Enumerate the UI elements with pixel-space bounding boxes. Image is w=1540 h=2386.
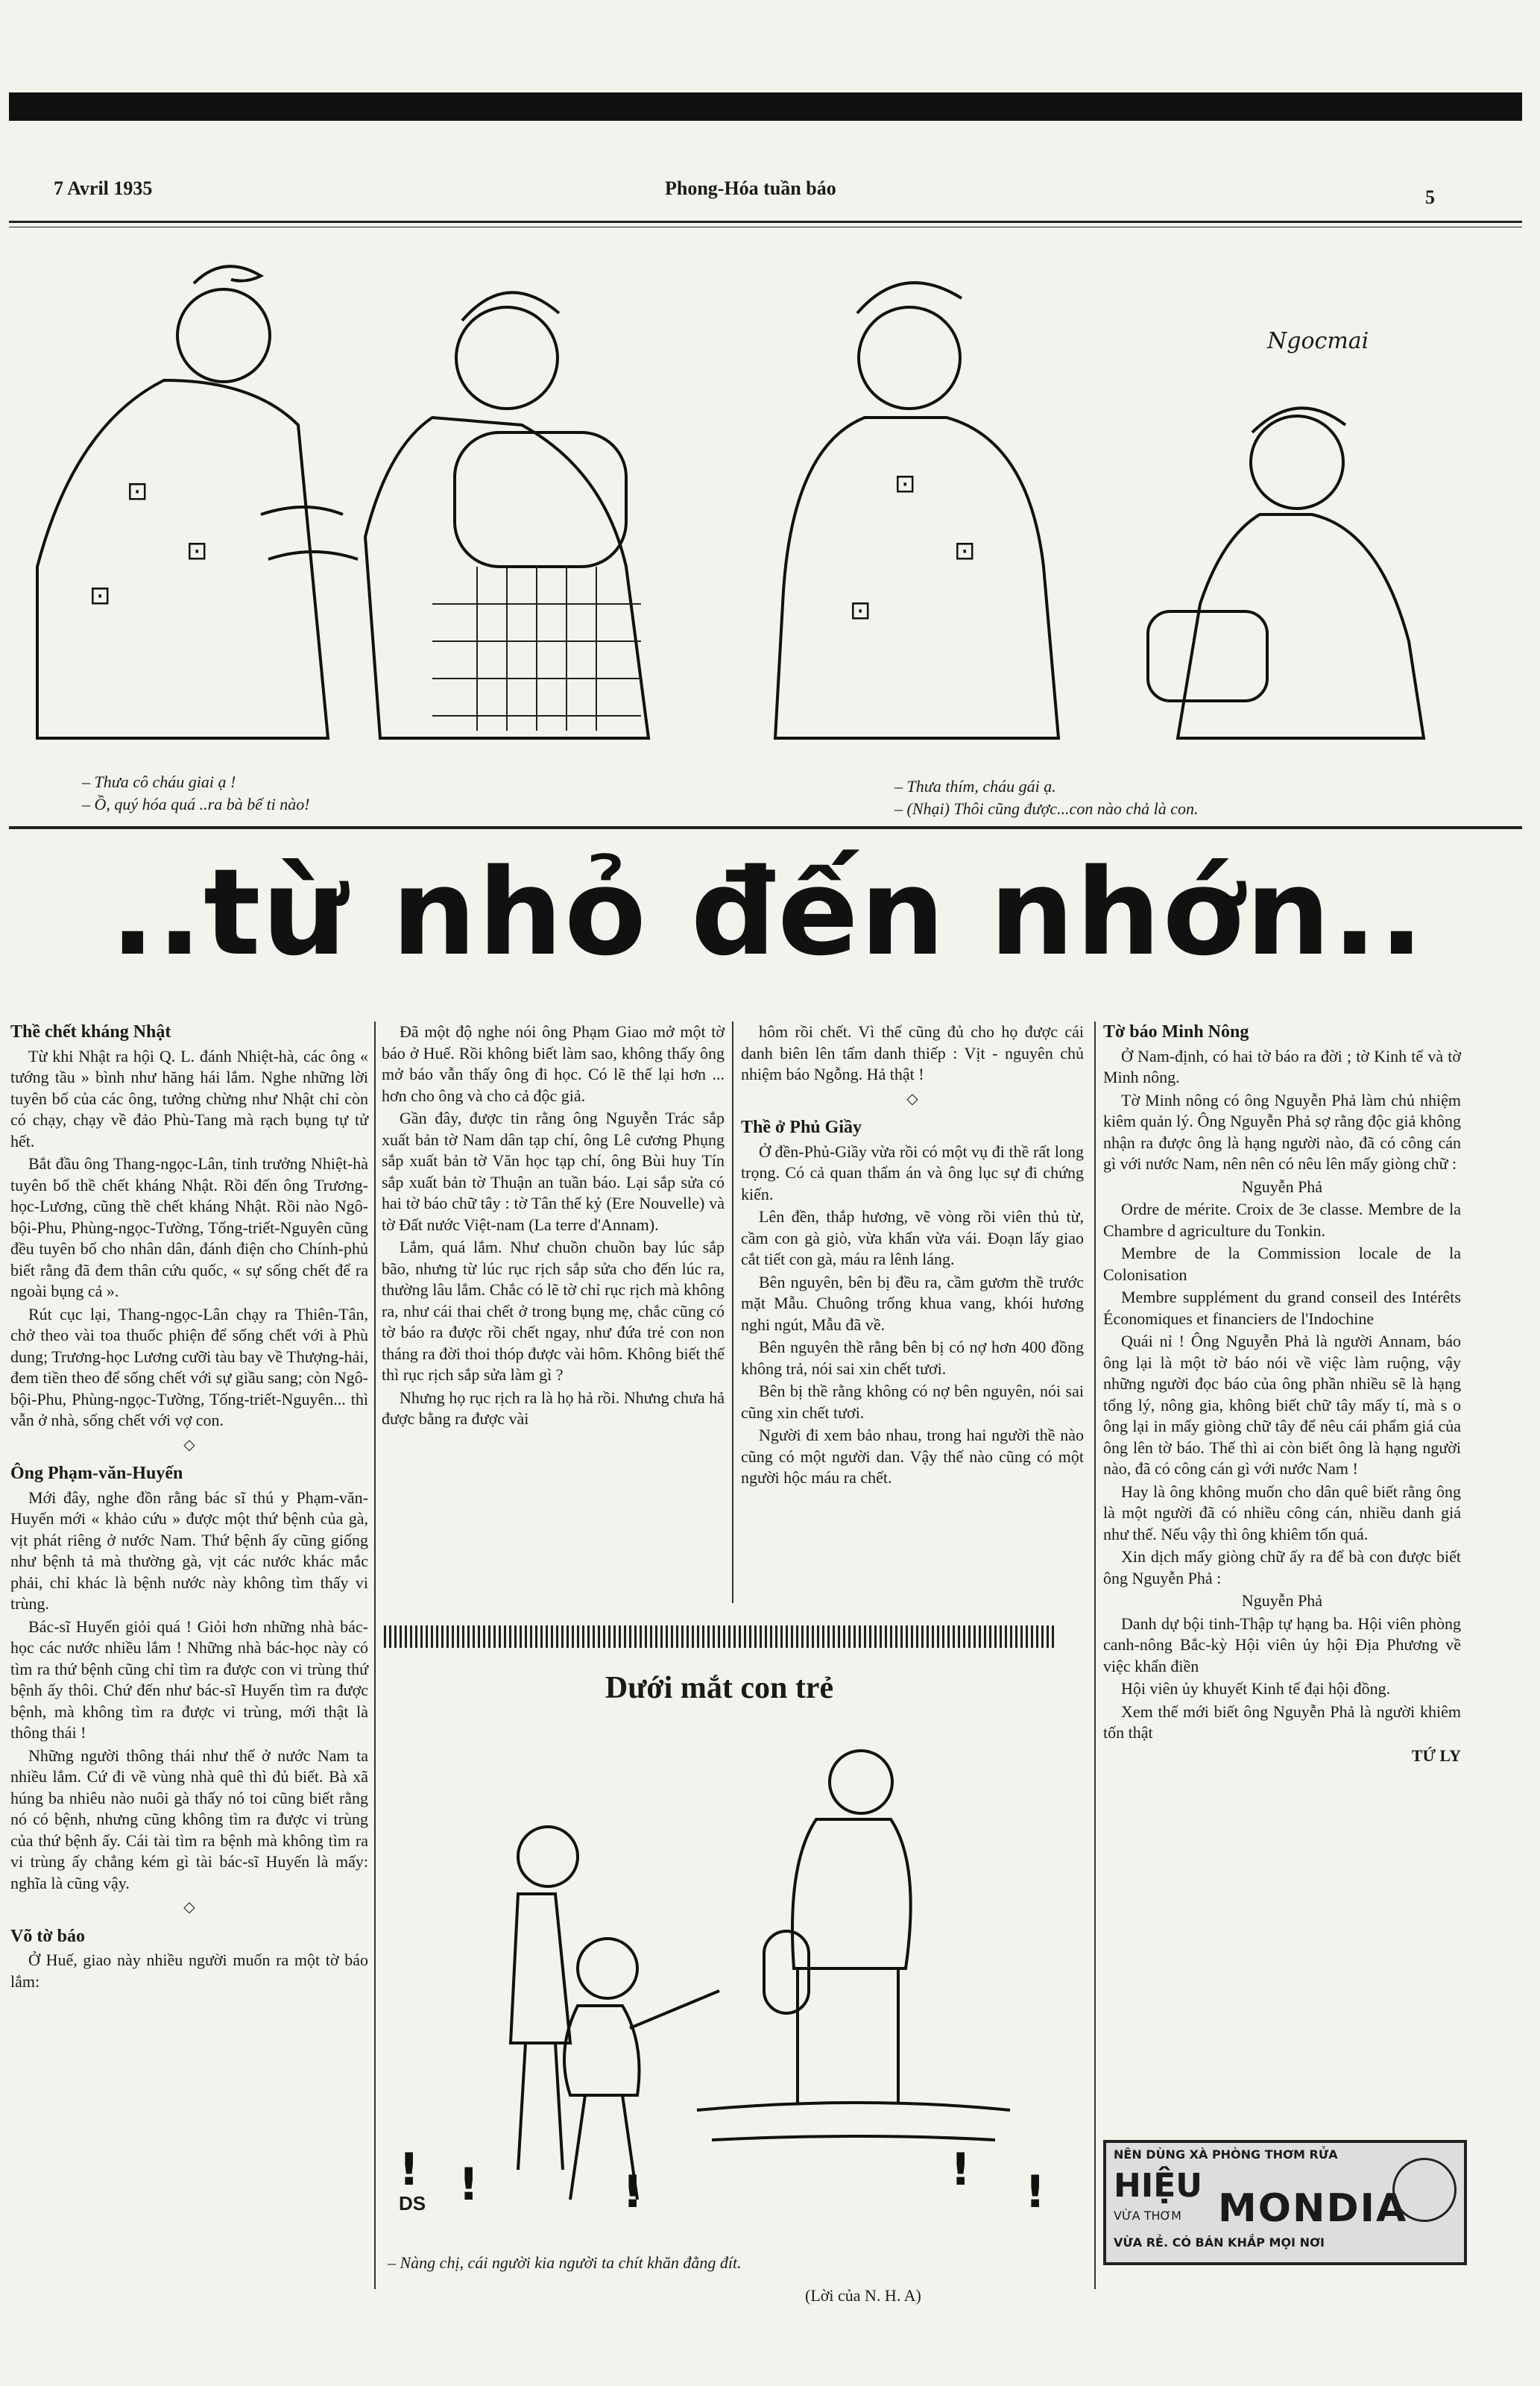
paragraph: Tờ Minh nông có ông Nguyễn Phả làm chủ nhiệm kiêm quản lý. Ông Nguyễn Phả sợ rằng độc giả không nhận ra được ông là hạng người nào, đã có công cán gì với nước Nam, nên nên có nêu lên mấy giòng chữ :	[1103, 1090, 1461, 1173]
column-rule	[1094, 1022, 1096, 2289]
paragraph: Bên bị thề rằng không có nợ bên nguyên, nói sai cũng xin chết tươi.	[741, 1382, 1084, 1422]
small-child-body	[564, 2006, 640, 2095]
paragraph: Đã một độ nghe nói ông Phạm Giao mở một tờ báo ở Huế. Rồi không biết làm sao, không thấy ông mở báo vẫn thấy ông đi học. Có lẽ thế lại hơn ... hơn cho ông và cho cả độc giả.	[382, 1022, 725, 1105]
issue-date: 7 Avril 1935	[54, 177, 153, 199]
paragraph: Xem thế mới biết ông Nguyễn Phả là người khiêm tốn thật	[1103, 1702, 1461, 1742]
paragraph: hôm rồi chết. Vì thế cũng đủ cho họ được cái danh biên lên tấm danh thiếp : Vịt - nguyên chủ nhiệm báo Ngỗng. Hả thật !	[741, 1022, 1084, 1083]
svg-text:!: !	[399, 2144, 420, 2196]
woman-2-head	[456, 307, 558, 409]
woman-4-head	[1251, 416, 1343, 509]
paragraph: Membre supplément du grand conseil des Intérêts Économiques et financiers de l'Indochine	[1103, 1288, 1461, 1328]
paragraph: Bác-sĩ Huyến giỏi quá ! Giỏi hơn những nhà bác-học các nước nhiều lắm ! Những nhà bác-học này có tìm ra thứ bệnh cũng chỉ tìm ra được con vi trùng thứ bệnh ấy thôi. Chứ đến như bác-sĩ Huyến tìm ra được bệnh, mà không tìm ra được vi trùng, mới thật là thông thái !	[10, 1617, 368, 1742]
page-number: 5	[1425, 186, 1435, 208]
paragraph: Từ khi Nhật ra hội Q. L. đánh Nhiệt-hà, các ông « tướng tầu » bình như hăng hái lắm. Nghe những lời tuyên bố của các ông, tưởng chừng như Nhật chỉ còn có chạy, chạy về đảo Phù-Tang mà rạch bụng tự tử hết.	[10, 1046, 368, 1150]
paragraph: Membre de la Commission locale de la Colonisation	[1103, 1244, 1461, 1284]
paragraph: Danh dự bội tinh-Thập tự hạng ba. Hội viên phòng canh-nông Bắc-kỳ Hội viên ủy hội Địa Phương về việc khẩn điền	[1103, 1614, 1461, 1675]
woman-1-dress	[37, 380, 328, 738]
cartoon-title: Dưới mắt con trẻ	[605, 1671, 834, 1705]
ad-seal	[1392, 2158, 1457, 2222]
svg-text:!: !	[458, 2159, 479, 2211]
caption-left-line-2: – Ồ, quý hóa quá ..ra bà bế ti nào!	[82, 795, 310, 813]
decorative-hatch-bar	[384, 1625, 1055, 1648]
cartoon-rule	[9, 826, 1522, 829]
top-cartoon	[15, 246, 1446, 753]
man-body	[792, 1819, 911, 1968]
paragraph: Bắt đầu ông Thang-ngọc-Lân, tỉnh trưởng Nhiệt-hà tuyên bố thề chết kháng Nhật. Rồi đến ông Trương-học-Lương, cũng thề chết kháng Nhật. Rồi nào Ngô-bội-Phu, Phùng-ngọc-Tường, Tống-triết-Nguyên cũng đều tuyên bố cho nhân dân, đánh điện cho Chính-phủ biết rằng đã đem thân cứu quốc, « sự sống chết để ra ngoài bụng cả ».	[10, 1154, 368, 1300]
caption-left	[82, 771, 604, 816]
svg-text:⊡: ⊡	[89, 581, 111, 611]
headline: ..từ nhỏ đến nhớn..	[110, 843, 1426, 982]
woman-1-head	[177, 289, 270, 382]
woman-3-head	[859, 307, 960, 409]
man-head	[830, 1751, 892, 1813]
svg-text:⊡: ⊡	[186, 536, 208, 566]
paragraph: Ở Nam-định, có hai tờ báo ra đời ; tờ Kinh tế và tờ Minh nông.	[1103, 1046, 1461, 1086]
pointing-arm	[630, 1991, 719, 2028]
hanging-bag	[764, 1931, 809, 2013]
paragraph: Những người thông thái như thế ở nước Nam ta nhiều lắm. Cứ đi về vùng nhà quê thì đủ biết. Bà xã húng ba nhiêu nào nuôi gà thấy nó toi cũng biết rằng nó có bệnh, nhưng cũng không tìm ra được vi trùng của thứ bệnh ấy. Cái tài tìm ra bệnh mà không tìm ra vi trùng ấy chẳng kém gì tài bác-sĩ Huyến là mấy: nghĩa là cũng vậy.	[10, 1746, 368, 1892]
caption-right-line-2: – (Nhại) Thôi cũng được...con nào chả là con.	[894, 799, 1199, 818]
column-2	[382, 1022, 725, 1432]
svg-text:⊡: ⊡	[894, 469, 916, 499]
svg-text:⊡: ⊡	[127, 476, 148, 506]
masthead-rule	[9, 221, 1522, 223]
paragraph: Ở đền-Phủ-Giầy vừa rồi có một vụ đi thề rất long trọng. Có cả quan thẩm án và ông lục sự đi chứng kiến.	[741, 1142, 1084, 1203]
bottom-cartoon	[384, 1722, 1055, 2237]
section-title-phu-giay: Thề ở Phủ Giầy	[741, 1118, 862, 1137]
ad-line-2: VỪA THƠM	[1114, 2209, 1181, 2223]
column-rule	[732, 1022, 733, 1603]
ad-line-3: VỪA RẺ. CÓ BÁN KHẮP MỌI NƠI	[1114, 2235, 1325, 2250]
column-rule	[374, 1022, 376, 2289]
signature-line: Nguyễn Phả	[1241, 1177, 1323, 1196]
paragraph: Mới đây, nghe đồn rằng bác sĩ thú y Phạm-văn-Huyến mới « khảo cứu » được một thứ bệnh của gà, vịt phát riêng ở nước Nam. Thứ bệnh ấy cũng giống như bệnh tả mà thường gà, vịt các nước khác mắc phải, chỉ khác là bệnh nước này không tìm thấy vi trùng.	[10, 1488, 368, 1613]
separator-diamond: ◇	[183, 1436, 195, 1453]
paper-name: Phong-Hóa tuần báo	[665, 177, 836, 199]
paragraph: Hay là ông không muốn cho dân quê biết rằng ông là một người đã có nhiều công cán, nhiều danh giá như thế. Nếu vậy thì ông khiêm tốn quá.	[1103, 1482, 1461, 1543]
cartoon-signature: DS	[399, 2192, 426, 2215]
svg-text:!: !	[622, 2166, 643, 2218]
signature-line: Nguyễn Phả	[1241, 1591, 1323, 1610]
svg-text:⊡: ⊡	[954, 536, 976, 566]
cartoon-credit: (Lời của N. H. A)	[805, 2286, 921, 2305]
svg-text:!: !	[950, 2144, 971, 2196]
paragraph: Bên nguyên, bên bị đều ra, cầm gươm thề trước mặt Mẫu. Chuông trống khua vang, khói hương nghi ngút, Mẫu đã về.	[741, 1272, 1084, 1334]
separator-diamond: ◇	[183, 1899, 195, 1916]
older-child-head	[518, 1827, 578, 1886]
woman-3-dress	[775, 418, 1058, 738]
svg-text:⊡: ⊡	[850, 596, 871, 626]
ad-brand: MONDIA	[1218, 2186, 1408, 2231]
section-title-minh-nong: Tờ báo Minh Nông	[1103, 1022, 1249, 1042]
masthead	[9, 169, 1522, 206]
column-3	[741, 1022, 1084, 1491]
cartoon-signature: Ngocmai	[1267, 328, 1369, 354]
paragraph: Xin dịch mấy giòng chữ ấy ra để bà con được biết ông Nguyễn Phả :	[1103, 1547, 1461, 1587]
ad-line-1: NÊN DÙNG XÀ PHÒNG THƠM RỬA	[1114, 2147, 1338, 2162]
caption-left-line-1: – Thưa cô cháu giai ạ !	[82, 772, 236, 791]
paragraph: Quái nỉ ! Ông Nguyễn Phả là người Annam, báo ông lại là một tờ báo nói về việc làm ruộng, vậy những người đọc báo của ông phần nhiều sẽ là hạng tổng lý, nông gia, không biết chữ tây mấy tí, mà s o ông lại in mấy giòng chữ tây để nêu cái phẩm giá của ông lên tờ báo. Thế thì ai còn biết ông là hạng người nào, đã có công cán gì với nước Nam !	[1103, 1332, 1461, 1478]
svg-text:!: !	[1025, 2166, 1046, 2218]
paragraph: Lắm, quá lắm. Như chuồn chuồn bay lúc sắp bão, nhưng từ lúc rục rịch sắp sửa cho đến lúc ra, thường lâu lắm. Chắc có lẽ tờ chỉ rục rịch mà không ra, như cái thai chết ở trong bụng mẹ, chắc cũng có tờ báo ra được rồi chết ngay, như đứa trẻ con non tháng ra đời thoi thóp được vài hôm. Không biết thế thì rục rịch sắp sửa làm gì ?	[382, 1238, 725, 1384]
paragraph: Nhưng họ rục rịch ra là họ hả rồi. Nhưng chưa hả được bằng ra được vài	[382, 1388, 725, 1428]
column-4	[1103, 1022, 1461, 1768]
top-black-bar	[9, 92, 1522, 121]
column-1	[10, 1022, 368, 1994]
cartoon-caption: – Nàng chị, cái người kia người ta chít khăn đằng đít.	[388, 2253, 742, 2272]
paragraph: Ordre de mérite. Croix de 3e classe. Membre de la Chambre d agriculture du Tonkin.	[1103, 1200, 1461, 1240]
basket	[1148, 611, 1267, 701]
separator-diamond: ◇	[906, 1090, 918, 1107]
caption-right-line-1: – Thưa thím, cháu gái ạ.	[894, 777, 1056, 796]
paragraph: Gần đây, được tin rằng ông Nguyễn Trác sắp xuất bản tờ Nam dân tạp chí, ông Lê cương Phụng sắp xuất bản tờ Văn học tạp chí, ông Bùi huy Tín sắp xuất bản tờ Thuận an tuần báo. Lại sắp sửa có hai tờ báo chữ tây : tờ Tân thế kỷ (Ere Nouvelle) và tờ Đất nước Việt-nam (La terre d'Annam).	[382, 1109, 725, 1234]
older-child-body	[511, 1894, 570, 2043]
paragraph: Ở Huế, giao này nhiều người muốn ra một tờ báo lắm:	[10, 1951, 368, 1991]
woman-4-dress	[1178, 514, 1424, 738]
section-title-vo-to-bao: Võ tờ báo	[10, 1926, 85, 1946]
paragraph: Rút cục lại, Thang-ngọc-Lân chạy ra Thiên-Tân, chở theo vài toa thuốc phiện để sống chết với à Phù dung; Trương-học Lương cưỡi tàu bay về Thượng-hải, đem tiền theo để sống chết với sự giầu sang; còn Ngô-bội-Phu, Phùng-ngọc-Tường, Tống-triết-Nguyên... thì vẫn ở nhà, sống chết với vợ con.	[10, 1304, 368, 1429]
woman-1-hair	[194, 266, 261, 283]
caption-right	[894, 775, 1461, 820]
small-child-head	[578, 1939, 637, 1998]
paragraph: Hội viên ủy khuyết Kinh tế đại hội đồng.	[1121, 1679, 1391, 1698]
paragraph: Bên nguyên thề rằng bên bị có nợ hơn 400 đồng không trả, nói sai xin chết tươi.	[741, 1338, 1084, 1378]
ad-brand-left: HIỆU	[1114, 2167, 1202, 2205]
soap-advertisement	[1103, 2140, 1467, 2265]
water-lines	[697, 2103, 1010, 2140]
author: TỨ LY	[1411, 1746, 1461, 1765]
section-title-the-chet: Thề chết kháng Nhật	[10, 1022, 171, 1042]
section-title-pham-van-huyen: Ông Phạm-văn-Huyến	[10, 1464, 183, 1483]
paragraph: Người đi xem bảo nhau, trong hai người thề nào cũng có một người dan. Vậy thế nào cũng có một người hộc máu ra chết.	[741, 1426, 1084, 1487]
paragraph: Lên đền, thắp hương, vẽ vòng rồi viên thủ từ, cầm con gà giò, vừa khấn vừa vái. Đoạn lấy giao cắt tiết con gà, máu ra lênh láng.	[741, 1207, 1084, 1268]
